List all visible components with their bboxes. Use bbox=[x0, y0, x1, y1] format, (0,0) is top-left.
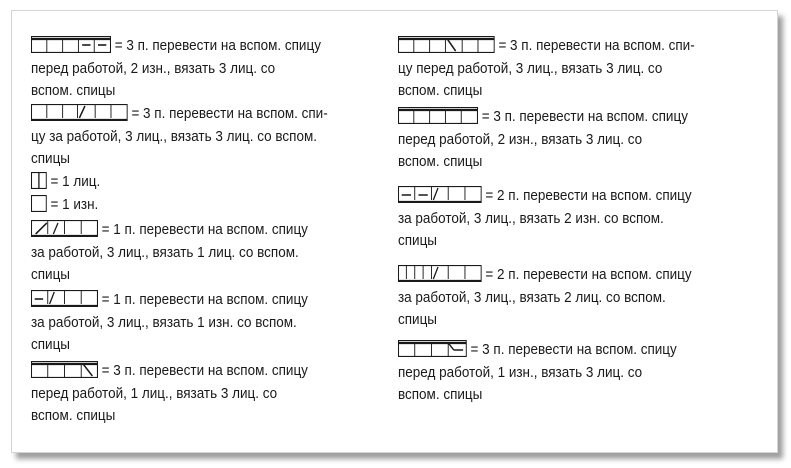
legend-text-line: вспом. спицы bbox=[398, 387, 483, 403]
cable-front-3-2-purl-knit-icon bbox=[31, 36, 111, 53]
legend-entry bbox=[398, 106, 688, 174]
legend-text-line: вспом. спицы bbox=[398, 83, 483, 99]
legend-text-line: за работой, 3 лиц., вязать 2 изн. со вспом. bbox=[398, 210, 664, 227]
legend-text-line: вспом. спицы bbox=[398, 154, 483, 170]
legend-text-line: = 3 п. перевести на вспом. спицу bbox=[481, 109, 688, 125]
legend-panel bbox=[11, 10, 778, 453]
legend-entry bbox=[31, 35, 321, 103]
legend-text-line: цу за работой, 3 лиц., вязать 3 лиц. со вспом. bbox=[31, 128, 317, 145]
cable-front-3-2-purl-icon bbox=[398, 107, 478, 124]
legend-text-line: вспом. спицы bbox=[31, 83, 116, 99]
legend-text-line: = 1 лиц. bbox=[50, 174, 101, 190]
legend-text-line: = 2 п. перевести на вспом. спицу bbox=[485, 188, 692, 204]
legend-text-line: за работой, 3 лиц., вязать 2 лиц. со вспом. bbox=[398, 289, 666, 306]
legend-entry bbox=[31, 289, 308, 357]
legend-text-line: перед работой, 1 изн., вязать 3 лиц. со bbox=[398, 364, 643, 381]
legend-text-line: за работой, 3 лиц., вязать 1 лиц. со вспом. bbox=[31, 244, 299, 261]
knit-stitch-icon bbox=[31, 172, 47, 189]
legend-entry bbox=[31, 171, 100, 194]
legend-text-line: перед работой, 2 изн., вязать 3 лиц. со bbox=[31, 60, 276, 77]
cable-back-2-purl-icon bbox=[398, 186, 482, 203]
legend-text-line: спицы bbox=[31, 267, 71, 283]
cable-front-3-3-icon bbox=[398, 36, 495, 53]
legend-text-line: = 1 изн. bbox=[50, 197, 99, 213]
legend-entry bbox=[31, 360, 308, 428]
legend-entry bbox=[31, 194, 98, 217]
legend-text-line: спицы bbox=[398, 312, 438, 328]
legend-text-line: спицы bbox=[31, 337, 71, 353]
legend-text-line: спицы bbox=[398, 233, 438, 249]
cable-back-3-3-icon bbox=[31, 104, 128, 121]
legend-text-line: вспом. спицы bbox=[31, 408, 116, 424]
legend-text-line: = 3 п. перевести на вспом. спицу bbox=[470, 342, 677, 358]
legend-entry bbox=[398, 339, 677, 407]
cable-front-3-1-knit-icon bbox=[31, 361, 98, 378]
purl-stitch-icon bbox=[31, 195, 47, 212]
legend-text-line: = 3 п. перевести на вспом. спи- bbox=[498, 38, 695, 54]
legend-entry bbox=[398, 35, 695, 103]
cable-back-2-knit-icon bbox=[398, 265, 482, 282]
legend-text-line: = 3 п. перевести на вспом. спицу bbox=[101, 363, 308, 379]
cable-back-1-purl-icon bbox=[31, 290, 98, 307]
legend-text-line: = 2 п. перевести на вспом. спицу bbox=[485, 267, 692, 283]
cable-front-3-1-purl-icon bbox=[398, 340, 467, 357]
cable-back-1-knit-icon bbox=[31, 220, 98, 237]
legend-text-line: перед работой, 1 лиц., вязать 3 лиц. со bbox=[31, 385, 278, 402]
legend-text-line: = 3 п. перевести на вспом. спицу bbox=[114, 38, 321, 54]
legend-text-line: = 1 п. перевести на вспом. спицу bbox=[101, 222, 308, 238]
legend-entry bbox=[31, 219, 308, 287]
legend-entry bbox=[398, 264, 692, 332]
legend-text-line: спицы bbox=[31, 151, 71, 167]
legend-text-line: перед работой, 2 изн., вязать 3 лиц. со bbox=[398, 131, 643, 148]
legend-text-line: цу перед работой, 3 лиц., вязать 3 лиц. со bbox=[398, 60, 663, 77]
legend-text-line: = 1 п. перевести на вспом. спицу bbox=[101, 292, 308, 308]
legend-entry bbox=[398, 185, 692, 253]
legend-text-line: за работой, 3 лиц., вязать 1 изн. со вспом. bbox=[31, 314, 297, 331]
legend-text-line: = 3 п. перевести на вспом. спи- bbox=[131, 106, 328, 122]
legend-entry bbox=[31, 103, 328, 171]
